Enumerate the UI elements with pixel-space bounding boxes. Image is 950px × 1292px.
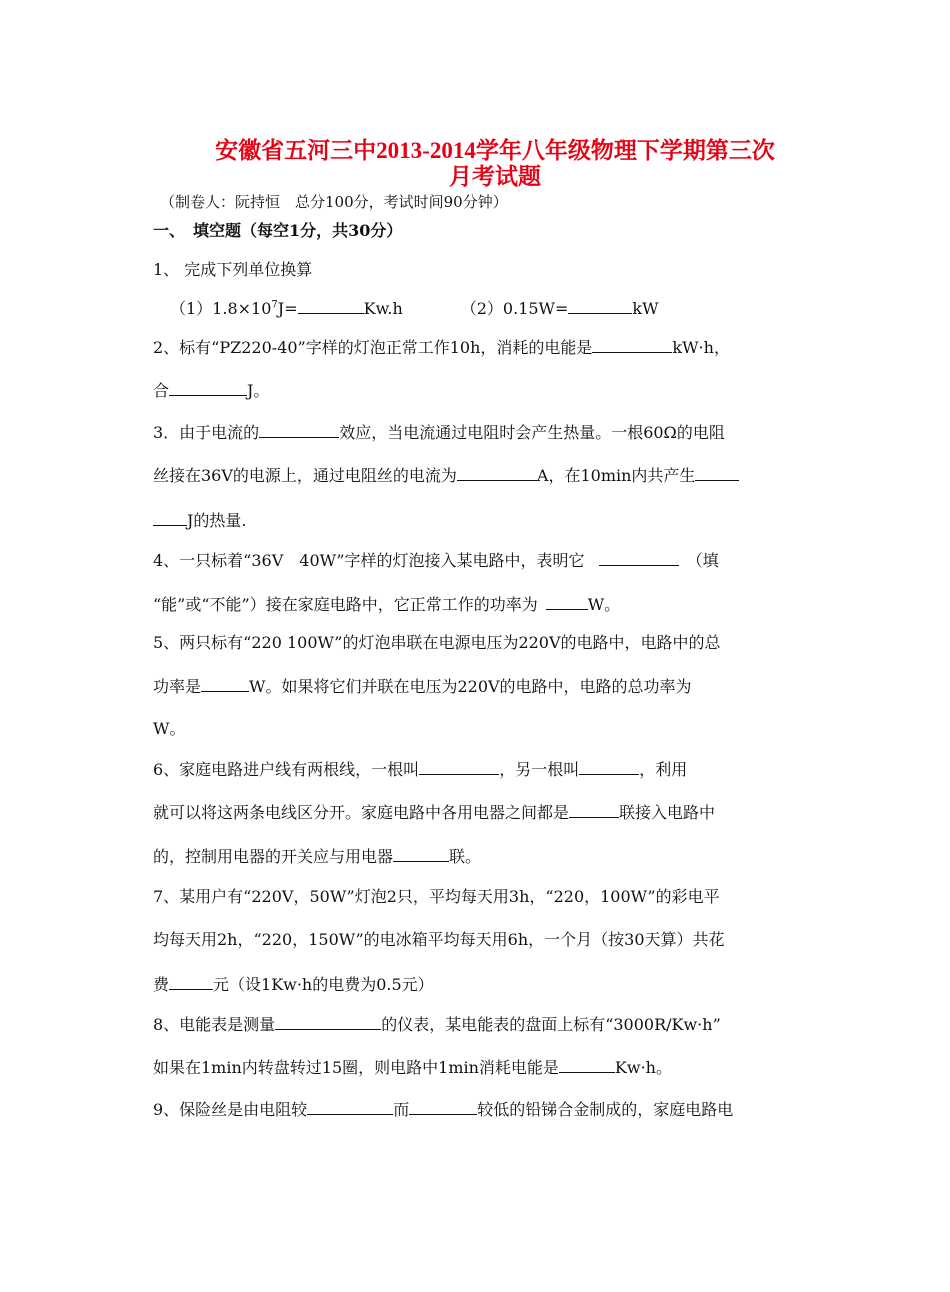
q1-part1-suffix: Kw.h <box>363 299 403 318</box>
q6-text-2b: 联接入电路中 <box>619 803 716 822</box>
q2-text: 2、标有“PZ220-40”字样的灯泡正常工作10h，消耗的电能是 <box>153 338 593 357</box>
q8-text: 8、电能表是测量 <box>153 1015 276 1034</box>
question-6-line-3 <box>153 845 481 868</box>
question-1 <box>153 259 312 281</box>
answer-blank[interactable] <box>419 758 499 775</box>
q7-text-3: 费 <box>153 975 170 994</box>
answer-blank[interactable] <box>559 1056 615 1073</box>
q4-text-2: “能”或“不能”）接在家庭电路中，它正常工作的功率为 <box>153 595 538 614</box>
q2-unit-2: J。 <box>247 381 270 400</box>
answer-blank[interactable] <box>546 593 588 610</box>
q7-text-3b: 元（设1Kw·h的电费为0.5元） <box>213 975 434 994</box>
question-1-parts <box>170 297 659 320</box>
answer-blank[interactable] <box>579 758 639 775</box>
section-heading-fill-in: 一、 填空题（每空1分，共30分） <box>153 221 403 240</box>
question-6-line-1 <box>153 758 687 781</box>
answer-blank[interactable] <box>307 1098 393 1115</box>
question-7-line-2 <box>153 929 725 951</box>
answer-blank[interactable] <box>599 549 679 566</box>
q2-unit: kW·h， <box>672 338 730 357</box>
question-8-line-2 <box>153 1056 672 1079</box>
q7-text: 7、某用户有“220V，50W”灯泡2只，平均每天用3h，“220，100W”的彩电平 <box>153 887 720 906</box>
q1-part1-prefix: （1）1.8×10 <box>170 299 272 318</box>
question-6-line-2 <box>153 801 715 824</box>
answer-blank[interactable] <box>569 801 619 818</box>
exam-title-line2: 月考试题 <box>449 164 541 189</box>
q3-text-2: 丝接在36V的电源上，通过电阻丝的电流为 <box>153 466 457 485</box>
question-4-line-2 <box>153 593 620 616</box>
q6-text-b: ，另一根叫 <box>499 760 580 779</box>
q6-text-c: ，利用 <box>639 760 688 779</box>
q6-text-2: 就可以将这两条电线区分开。家庭电路中各用电器之间都是 <box>153 803 570 822</box>
answer-blank[interactable] <box>457 464 537 481</box>
q4-unit: W。 <box>587 595 621 614</box>
q6-text-3: 的，控制用电器的开关应与用电器 <box>153 847 394 866</box>
q5-text-3: W。 <box>153 719 186 738</box>
q8-text-b: 的仪表，某电能表的盘面上标有“3000R/Kw·h” <box>381 1015 721 1034</box>
answer-blank[interactable] <box>153 509 187 526</box>
exam-title-line1: 安徽省五河三中2013-2014学年八年级物理下学期第三次 <box>215 138 775 163</box>
answer-blank[interactable] <box>393 845 449 862</box>
q3-text-2b: A，在10min内共产生 <box>536 466 696 485</box>
q2-text-2: 合 <box>153 381 170 400</box>
answer-blank[interactable] <box>568 297 632 314</box>
answer-blank[interactable] <box>409 1098 477 1115</box>
q8-text-2: 如果在1min内转盘转过15圈，则电路中1min消耗电能是 <box>153 1058 559 1077</box>
question-1-text: 1、 完成下列单位换算 <box>153 260 313 279</box>
answer-blank[interactable] <box>201 675 249 692</box>
q3-text-b: 效应，当电流通过电阻时会产生热量。一根60Ω的电阻 <box>339 423 725 442</box>
q7-text-2: 均每天用2h，“220，150W”的电冰箱平均每天用6h，一个月（按30天算）共花 <box>153 930 725 949</box>
q8-text-2b: Kw·h。 <box>614 1058 672 1077</box>
question-7-line-3 <box>153 973 434 996</box>
answer-blank[interactable] <box>592 336 672 353</box>
q4-text: 4、一只标着“36V 40W”字样的灯泡接入某电路中，表明它 <box>153 551 585 570</box>
q9-text-c: 较低的铅锑合金制成的，家庭电路电 <box>477 1100 734 1119</box>
q9-text-b: 而 <box>393 1100 410 1119</box>
q1-exponent: 7 <box>271 299 278 311</box>
answer-blank[interactable] <box>259 421 339 438</box>
q4-text-b: （填 <box>686 551 719 570</box>
question-5-line-2 <box>153 675 692 698</box>
q6-text-3b: 联。 <box>449 847 482 866</box>
q3-text: 3．由于电流的 <box>153 423 260 442</box>
question-8-line-1 <box>153 1013 721 1036</box>
answer-blank[interactable] <box>695 464 739 481</box>
q5-text: 5、两只标有“220 100W”的灯泡串联在电源电压为220V的电路中，电路中的总 <box>153 633 721 652</box>
answer-blank[interactable] <box>298 297 364 314</box>
answer-blank[interactable] <box>275 1013 381 1030</box>
question-3-line-1 <box>153 421 725 444</box>
question-7-line-1 <box>153 886 720 908</box>
q5-text-2: 功率是 <box>153 677 202 696</box>
q6-text: 6、家庭电路进户线有两根线，一根叫 <box>153 760 420 779</box>
question-2-line-2 <box>153 379 269 402</box>
question-9-line-1 <box>153 1098 733 1121</box>
question-3-line-3 <box>153 509 247 532</box>
q9-text: 9、保险丝是由电阻较 <box>153 1100 308 1119</box>
q3-text-3: J的热量. <box>187 511 247 530</box>
question-4-line-1 <box>153 549 719 572</box>
q5-text-2b: W。如果将它们并联在电压为220V的电路中，电路的总功率为 <box>249 677 692 696</box>
answer-blank[interactable] <box>169 973 213 990</box>
q1-part2-prefix: （2）0.15W= <box>460 299 569 318</box>
question-5-line-1 <box>153 632 721 654</box>
question-2-line-1 <box>153 336 730 359</box>
exam-meta: （制卷人：阮持恒 总分100分，考试时间90分钟） <box>160 193 508 211</box>
question-3-line-2 <box>153 464 739 487</box>
q1-part1-unit: J= <box>277 299 298 318</box>
question-5-line-3 <box>153 718 185 740</box>
q1-part2-suffix: kW <box>632 299 659 318</box>
answer-blank[interactable] <box>169 379 247 396</box>
